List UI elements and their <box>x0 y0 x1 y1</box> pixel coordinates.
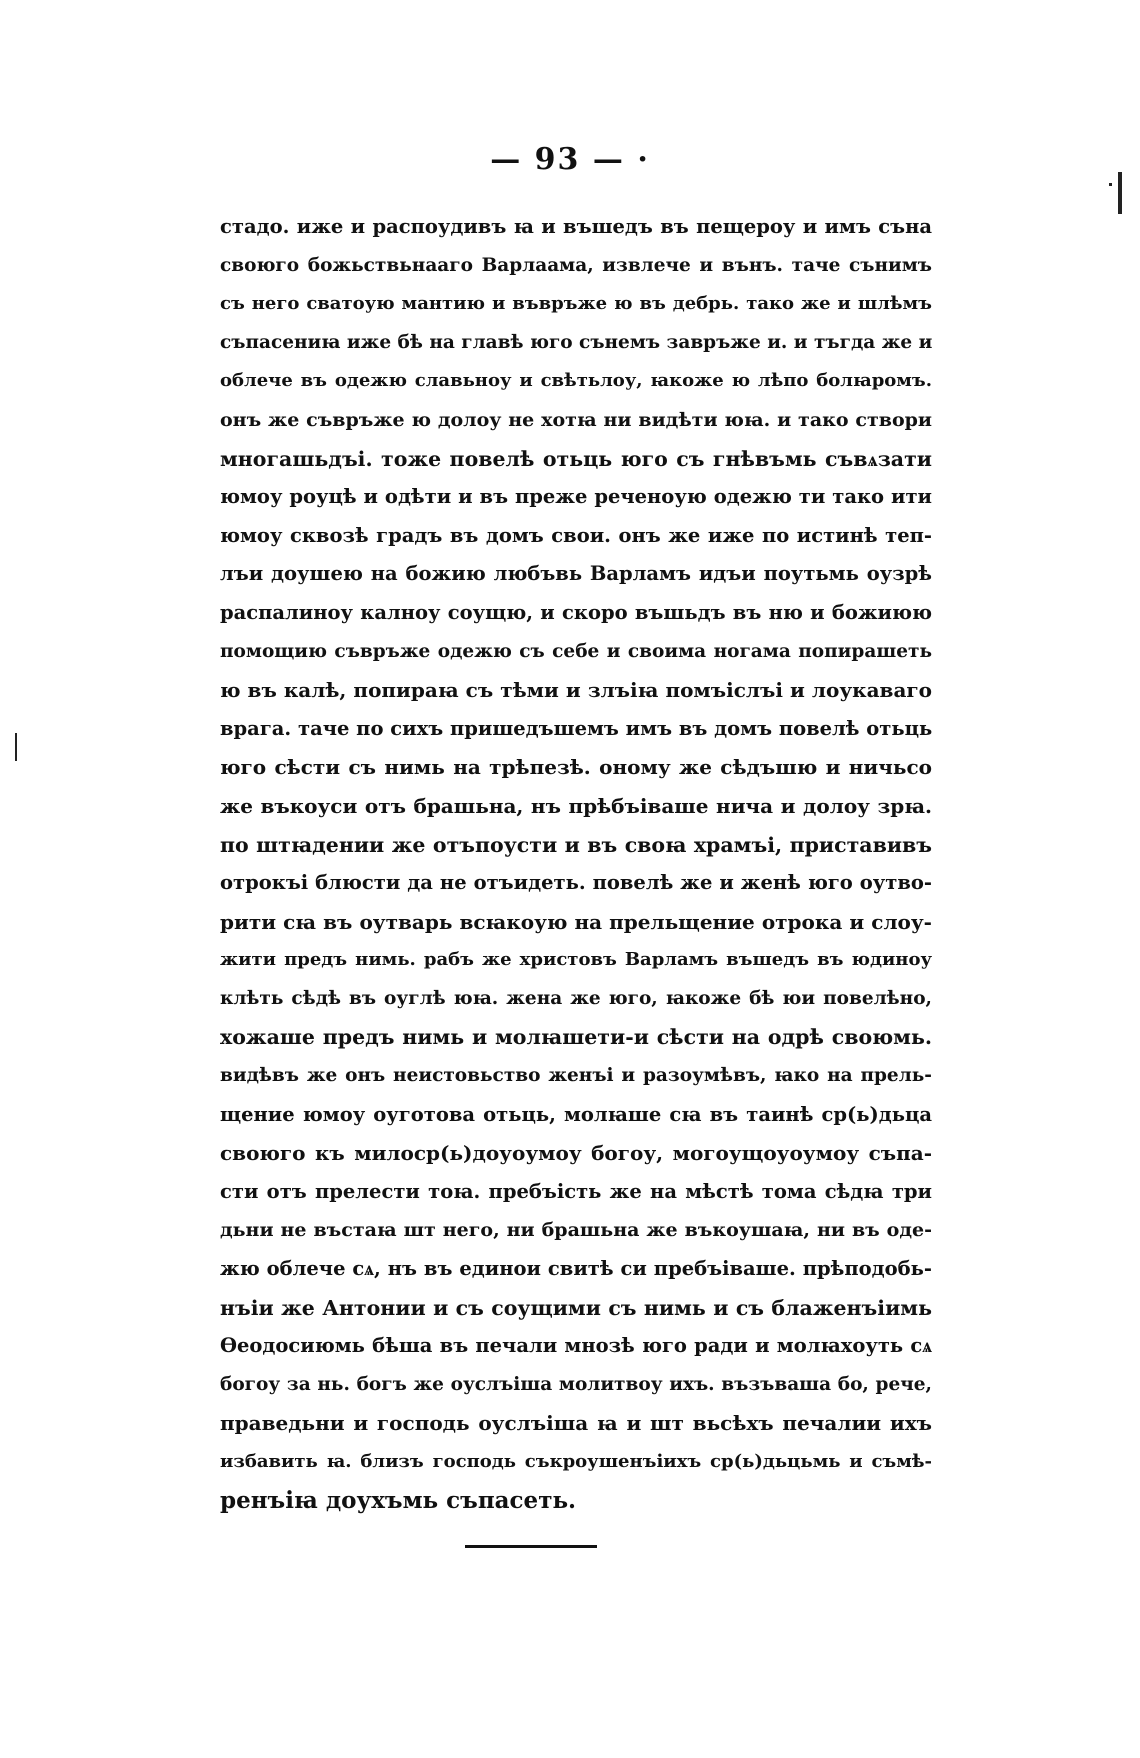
text-line: онъ же съвръже ю долоу не хотꙗ ни видѣти юꙗ. и тако створи <box>220 408 932 431</box>
text-line: помощию съвръже одежю съ себе и своима ногама попирашеть <box>220 640 932 662</box>
text-line: распалиноу калноу соущю, и скоро въшьдъ въ ню и божиюю <box>220 600 932 624</box>
text-line: нъіи же Антонии и съ соущими съ нимь и съ блаженъіимь <box>220 1295 932 1320</box>
text-line: ю въ калѣ, попираꙗ съ тѣми и злъіꙗ помъіслъі и лоукаваго <box>220 678 932 703</box>
text-line: стадо. иже и распоудивъ ꙗ и въшедъ въ пещероу и имъ съна <box>220 215 932 238</box>
text-line: лъи доушею на божию любъвь Варламъ идъи поутьмь оузрѣ <box>220 562 932 586</box>
margin-dot <box>1109 183 1112 186</box>
margin-mark <box>15 733 17 761</box>
text-line: съпасениꙗ иже бѣ на главѣ юго сънемъ завръже и. и тъгда же и <box>220 331 932 353</box>
text-line: ренъіꙗ доухъмь съпасеть. <box>220 1486 577 1514</box>
text-line: съ него сватоую мантию и въвръже ю въ дебрь. тако же и шлѣмъ <box>220 293 932 315</box>
text-line: богоу за нь. богъ же оуслъіша молитвоу ихъ. възъваша бо, рече, <box>220 1373 932 1395</box>
text-line: рити сꙗ въ оутварь всꙗкоую на прельщение отрока и слоу- <box>220 909 932 934</box>
end-rule <box>465 1545 597 1548</box>
text-line: клѣть сѣдѣ въ оуглѣ юꙗ. жена же юго, ꙗкоже бѣ юи повелѣно, <box>220 987 932 1009</box>
page-number: — 93 — · <box>490 142 650 177</box>
text-line: своюго къ милоср(ь)доуоумоу богоу, могоущоуоумоу съпа- <box>220 1141 932 1166</box>
text-line: жю облече сѧ, нъ въ единои свитѣ си пребъіваше. прѣподобь- <box>220 1257 932 1281</box>
text-line: же въкоуси отъ брашьна, нъ прѣбъіваше нича и долоу зрꙗ. <box>220 793 932 818</box>
text-line: Ѳеодосиюмь бѣша въ печали мнозѣ юго ради и молꙗхоуть сѧ <box>220 1334 932 1358</box>
text-line: жити предъ нимь. рабъ же христовъ Варламъ въшедъ въ юдиноу <box>220 949 932 971</box>
text-line: врага. таче по сихъ пришедъшемъ имъ въ домъ повелѣ отьць <box>220 716 932 740</box>
text-line: юмоу сквозѣ градъ въ домъ свои. онъ же иже по истинѣ теп- <box>220 523 932 547</box>
text-line: юмоу роуцѣ и одѣти и въ преже реченоую одежю ти тако ити <box>220 485 932 509</box>
text-line: избавить ꙗ. близъ господь съкроушенъіихъ ср(ь)дьцьмь и съмѣ- <box>220 1451 932 1472</box>
text-line: многашьдъі. тоже повелѣ отьць юго съ гнѣвъмь съвѧзати <box>220 446 932 471</box>
text-line: своюго божьствьнааго Варлаама, извлече и вънъ. таче сънимъ <box>220 254 932 276</box>
text-line: дьни не въстаꙗ шт него, ни брашьна же въкоушаꙗ, ни въ оде- <box>220 1219 932 1242</box>
body-text <box>220 208 932 1520</box>
text-line: праведьни и господь оуслъіша ꙗ и шт вьсѣхъ печалии ихъ <box>220 1411 932 1436</box>
text-line: сти отъ прелести тоꙗ. пребъість же на мѣстѣ тома сѣдꙗ три <box>220 1179 932 1203</box>
text-line: по штꙗдении же отъпоусти и въ своꙗ храмъі, приставивъ <box>220 832 932 857</box>
text-line: облече въ одежю славьноу и свѣтьлоу, ꙗкоже ю лѣпо болꙗромъ. <box>220 370 932 392</box>
text-line: видѣвъ же онъ неистовьство женъі и разоумѣвъ, ꙗко на прель- <box>220 1065 932 1087</box>
text-line: хожаше предъ нимь и молꙗшети-и сѣсти на одрѣ своюмь. <box>220 1025 932 1050</box>
text-line: отрокъі блюсти да не отъидеть. повелѣ же и женѣ юго оутво- <box>220 871 932 895</box>
margin-mark <box>1118 172 1122 214</box>
text-line: щение юмоу оуготова отьць, молꙗше сꙗ въ таинѣ ср(ь)дьца <box>220 1102 932 1126</box>
text-line: юго сѣсти съ нимь на трѣпезѣ. оному же сѣдъшю и ничьсо <box>220 755 932 780</box>
